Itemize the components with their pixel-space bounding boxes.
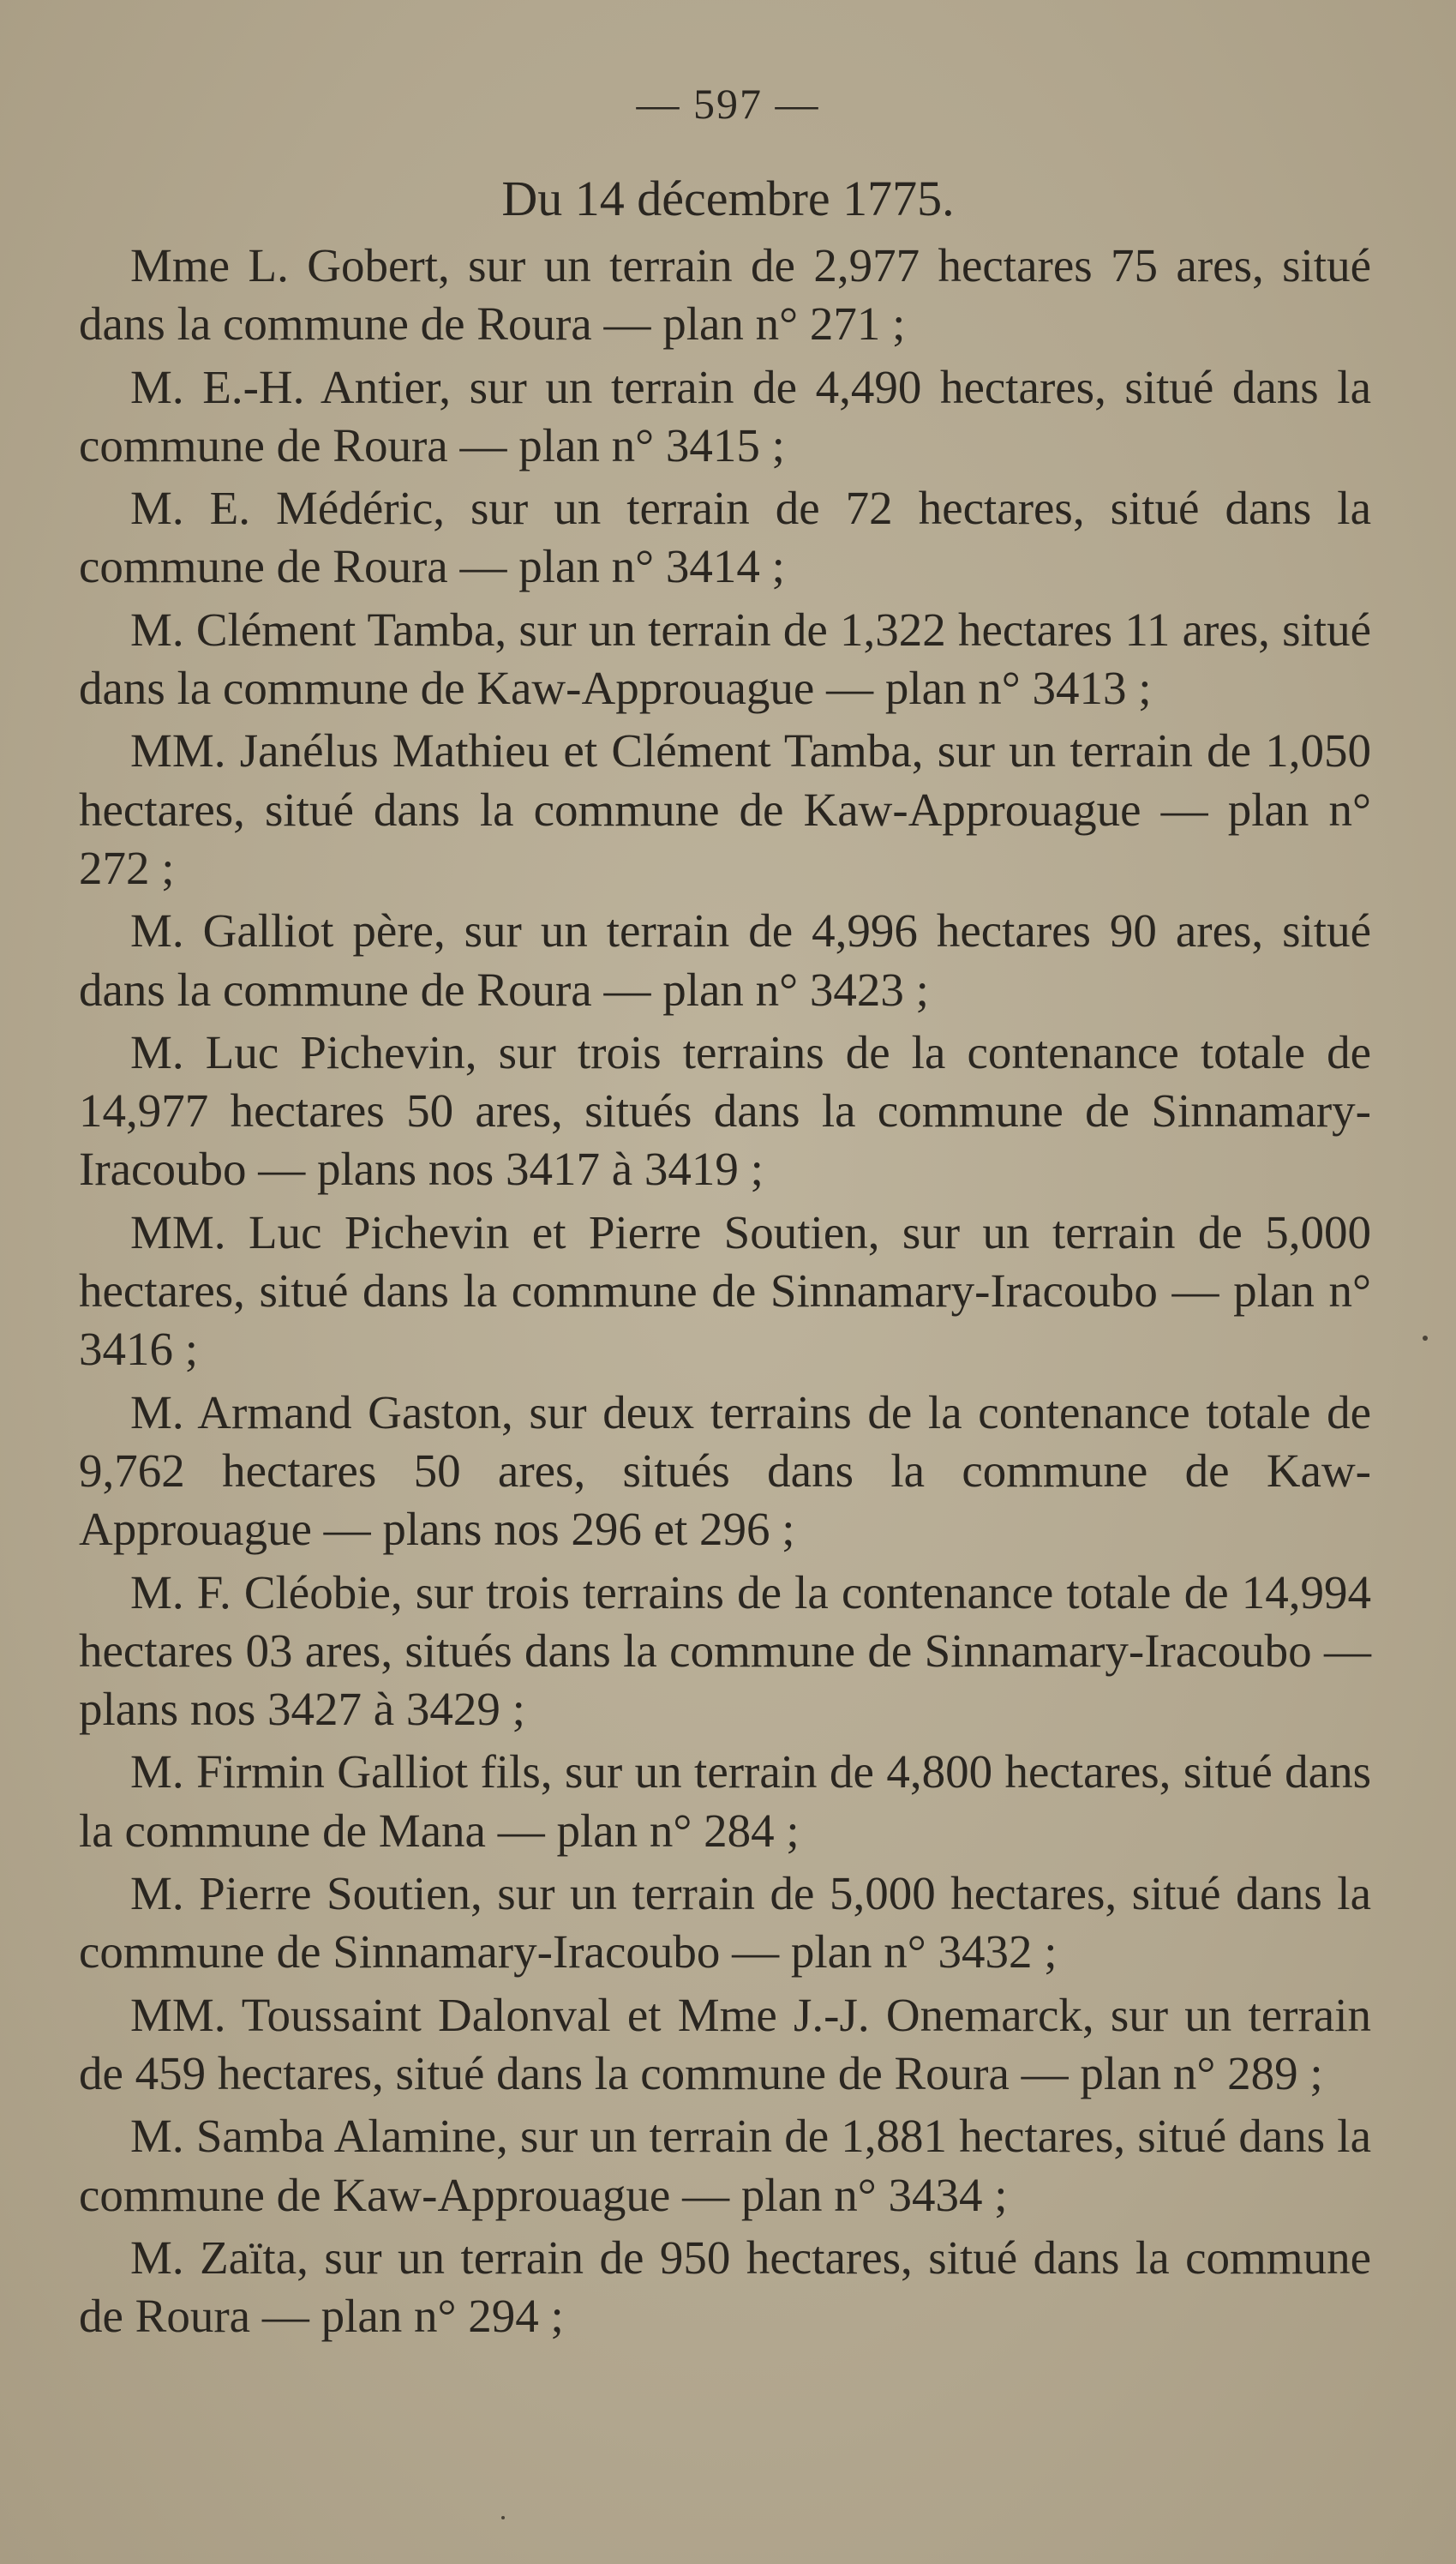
list-item: MM. Luc Pichevin et Pierre Soutien, sur un terrain de 5,000 hectares, situé dans la commune de Sinnamary-Iracoubo — plan n° 3416 ; bbox=[79, 1205, 1371, 1376]
list-item: M. Pierre Soutien, sur un terrain de 5,000 hectares, situé dans la commune de Sinnamary-Iracoubo — plan n° 3432 ; bbox=[79, 1867, 1371, 1979]
list-item: M. Clément Tamba, sur un terrain de 1,322 hectares 11 ares, situé dans la commune de Kaw-Approuague — plan n° 3413 ; bbox=[79, 603, 1371, 715]
paper-speck bbox=[501, 2516, 505, 2519]
paper-speck bbox=[1423, 1336, 1428, 1341]
list-item: MM. Janélus Mathieu et Clément Tamba, sur un terrain de 1,050 hectares, situé dans la commune de Kaw-Approuague — plan n° 272 ; bbox=[79, 724, 1371, 894]
page-number: — 597 — bbox=[636, 80, 820, 128]
concession-list bbox=[79, 237, 1371, 2350]
list-item: M. Samba Alamine, sur un terrain de 1,881 hectares, situé dans la commune de Kaw-Approuague — plan n° 3434 ; bbox=[79, 2110, 1371, 2221]
list-item: M. F. Cléobie, sur trois terrains de la contenance totale de 14,994 hectares 03 ares, situés dans la commune de Sinnamary-Iracoubo — plans nos 3427 à 3429 ; bbox=[79, 1565, 1371, 1736]
list-item: M. Armand Gaston, sur deux terrains de la contenance totale de 9,762 hectares 50 ares, situés dans la commune de Kaw-Approuague — plans nos 296 et 296 ; bbox=[79, 1385, 1371, 1556]
list-item: M. E.-H. Antier, sur un terrain de 4,490 hectares, situé dans la commune de Roura — plan n° 3415 ; bbox=[79, 360, 1371, 471]
list-item: Mme L. Gobert, sur un terrain de 2,977 hectares 75 ares, situé dans la commune de Roura — plan n° 271 ; bbox=[79, 239, 1371, 351]
list-item: M. Firmin Galliot fils, sur un terrain de 4,800 hectares, situé dans la commune de Mana — plan n° 284 ; bbox=[79, 1745, 1371, 1857]
date-heading: Du 14 décembre 1775. bbox=[501, 171, 955, 226]
list-item: MM. Toussaint Dalonval et Mme J.-J. Onemarck, sur un terrain de 459 hectares, situé dans la commune de Roura — plan n° 289 ; bbox=[79, 1988, 1371, 2099]
list-item: M. Luc Pichevin, sur trois terrains de la contenance totale de 14,977 hectares 50 ares, situés dans la commune de Sinnamary-Iracoubo — plans nos 3417 à 3419 ; bbox=[79, 1025, 1371, 1196]
list-item: M. Zaïta, sur un terrain de 950 hectares, situé dans la commune de Roura — plan n° 294 ; bbox=[79, 2231, 1371, 2343]
list-item: M. E. Médéric, sur un terrain de 72 hectares, situé dans la commune de Roura — plan n° 3414 ; bbox=[79, 482, 1371, 593]
list-item: M. Galliot père, sur un terrain de 4,996 hectares 90 ares, situé dans la commune de Roura — plan n° 3423 ; bbox=[79, 904, 1371, 1016]
